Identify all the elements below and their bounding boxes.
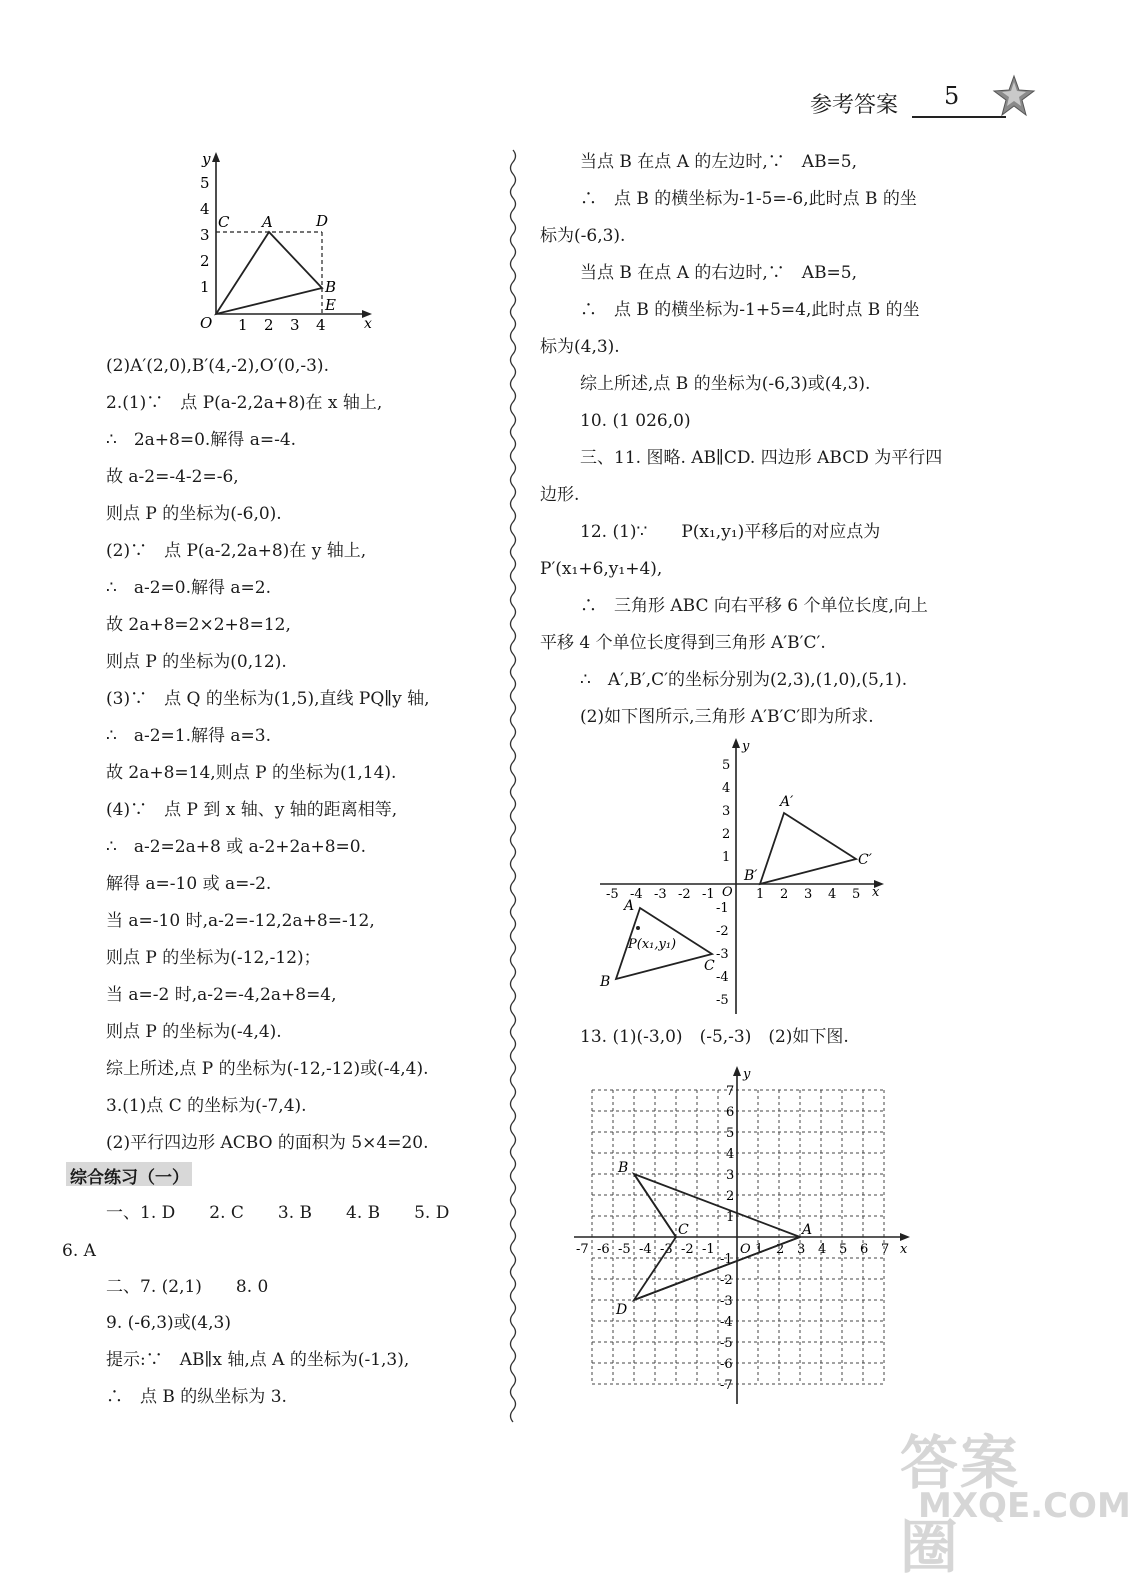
answer-line: 当点 B 在点 A 的右边时,∵ AB=5, [580, 263, 858, 283]
fig1-label-d: D [316, 212, 329, 230]
fig1-label-e: E [325, 296, 336, 314]
fig3-label-a: A [802, 1222, 813, 1238]
fig2-label-p: P(x₁,y₁) [628, 937, 677, 952]
section-heading: 综合练习（一） [66, 1162, 192, 1186]
fig1-x-tick: 4 [316, 316, 326, 334]
fig3-y-tick: 6 [726, 1105, 735, 1120]
fig3-y-tick: 1 [726, 1210, 735, 1225]
fig3-x-axis-label: x [900, 1242, 908, 1257]
watermark-text: 答案圈 [900, 1429, 1021, 1581]
fig1-y-tick: 5 [200, 174, 210, 192]
fig2-y-tick: -4 [716, 970, 729, 985]
fig3-x-tick: -7 [576, 1242, 589, 1257]
page-number: 5 [944, 82, 960, 110]
fig2-label-b1: B′ [744, 868, 758, 884]
fig3-segment-da [634, 1237, 800, 1300]
answer-line: 综上所述,点 P 的坐标为(-12,-12)或(-4,4). [106, 1059, 429, 1079]
fig2-y-tick: -3 [716, 947, 729, 962]
answer-line: 当 a=-2 时,a-2=-4,2a+8=4, [106, 985, 337, 1005]
figure-2-translation-plane [594, 734, 894, 1024]
fig1-x-tick: 3 [290, 316, 300, 334]
fig2-x-tick: 1 [756, 887, 765, 902]
fig2-y-tick: 5 [722, 758, 731, 773]
fig1-label-c: C [218, 213, 230, 231]
fig2-y-tick: 1 [722, 850, 731, 865]
fig2-x-tick: 4 [828, 887, 837, 902]
fig2-label-c: C [704, 958, 715, 974]
fig2-label-c1: C′ [858, 852, 872, 868]
fig2-y-axis-label: y [742, 739, 750, 754]
fig2-x-tick: 5 [852, 887, 861, 902]
fig2-point-p [636, 926, 640, 930]
fig2-x-tick: 2 [780, 887, 789, 902]
answer-line: 解得 a=-10 或 a=-2. [106, 874, 272, 894]
fig3-x-tick: 2 [776, 1242, 785, 1257]
answer-line: 故 2a+8=14,则点 P 的坐标为(1,14). [106, 763, 397, 783]
fig2-x-axis-label: x [872, 885, 880, 900]
answer-line: 一、1. D 2. C 3. B 4. B 5. D [106, 1203, 450, 1223]
fig2-triangle-a1b1c1 [760, 813, 856, 884]
answer-line: ∴ a-2=0.解得 a=2. [106, 578, 271, 598]
column-divider [506, 150, 520, 1430]
fig3-y-tick: -6 [720, 1357, 733, 1372]
answer-line: 当点 B 在点 A 的左边时,∵ AB=5, [580, 152, 858, 172]
fig2-origin-label: O [722, 885, 733, 900]
fig2-y-tick: 4 [722, 781, 731, 796]
fig3-y-tick: -7 [720, 1378, 733, 1393]
answer-line: 综上所述,点 B 的坐标为(-6,3)或(4,3). [580, 374, 871, 394]
answer-line: (2)∵ 点 P(a-2,2a+8)在 y 轴上, [106, 541, 367, 561]
fig2-y-tick: 3 [722, 804, 731, 819]
fig3-x-tick: -1 [702, 1242, 715, 1257]
figure-3-grid-plane [570, 1064, 920, 1410]
answer-line: 二、7. (2,1) 8. 0 [106, 1277, 269, 1297]
fig3-y-tick: -1 [720, 1252, 733, 1267]
fig3-y-tick: 7 [726, 1084, 735, 1099]
fig3-y-tick: 2 [726, 1189, 735, 1204]
answer-line: ∴ A′,B′,C′的坐标分别为(2,3),(1,0),(5,1). [580, 670, 908, 690]
answer-line: (2)平行四边形 ACBO 的面积为 5×4=20. [106, 1133, 429, 1153]
fig1-label-b: B [325, 278, 337, 296]
answer-line: (4)∵ 点 P 到 x 轴、y 轴的距离相等, [106, 800, 398, 820]
answer-line: P′(x₁+6,y₁+4), [540, 559, 663, 579]
answer-line: 13. (1)(-3,0) (-5,-3) (2)如下图. [580, 1027, 849, 1047]
answer-line: ∴ 点 B 的横坐标为-1-5=-6,此时点 B 的坐 [580, 189, 917, 209]
fig3-label-d: D [616, 1302, 628, 1318]
answer-line: 则点 P 的坐标为(0,12). [106, 652, 287, 672]
answer-line: ∴ a-2=2a+8 或 a-2+2a+8=0. [106, 837, 366, 857]
fig3-segment-bc [634, 1174, 676, 1237]
answer-line: 3.(1)点 C 的坐标为(-7,4). [106, 1096, 307, 1116]
fig3-x-tick: 7 [881, 1242, 890, 1257]
watermark-url: MXQE.COM [918, 1486, 1131, 1526]
fig1-label-a: A [262, 213, 273, 231]
answer-line: ∴ 2a+8=0.解得 a=-4. [106, 430, 297, 450]
answer-line: 边形. [540, 485, 580, 505]
fig3-y-axis-label: y [743, 1067, 751, 1082]
answer-line: ∴ 点 B 的横坐标为-1+5=4,此时点 B 的坐 [580, 300, 920, 320]
fig2-y-tick: -2 [716, 924, 729, 939]
answer-line: 则点 P 的坐标为(-6,0). [106, 504, 282, 524]
fig1-y-axis-label: y [202, 150, 211, 168]
fig3-x-tick: 3 [797, 1242, 806, 1257]
fig3-x-tick: 1 [755, 1242, 764, 1257]
star-icon [992, 74, 1036, 118]
fig1-y-tick: 1 [200, 278, 210, 296]
fig3-label-c: C [678, 1222, 689, 1238]
fig3-y-tick: 4 [726, 1147, 735, 1162]
fig3-y-tick: 5 [726, 1126, 735, 1141]
fig2-x-tick: -5 [606, 887, 619, 902]
fig3-label-b: B [618, 1160, 629, 1176]
fig3-x-tick: -4 [639, 1242, 652, 1257]
figure-1-coordinate-plane [188, 150, 378, 340]
fig3-x-tick: -5 [618, 1242, 631, 1257]
answer-line: 10. (1 026,0) [580, 411, 691, 431]
answer-line: 则点 P 的坐标为(-4,4). [106, 1022, 282, 1042]
fig1-y-tick: 4 [200, 200, 210, 218]
fig3-x-tick: 4 [818, 1242, 827, 1257]
fig2-x-tick: -2 [678, 887, 691, 902]
answer-line: 三、11. 图略. AB∥CD. 四边形 ABCD 为平行四 [580, 448, 943, 468]
answer-line: (2)如下图所示,三角形 A′B′C′即为所求. [580, 707, 874, 727]
fig3-y-tick: -5 [720, 1336, 733, 1351]
fig3-x-tick: 5 [839, 1242, 848, 1257]
answer-line: (2)A′(2,0),B′(4,-2),O′(0,-3). [106, 356, 329, 376]
fig3-origin-label: O [740, 1242, 751, 1257]
fig1-x-tick: 2 [264, 316, 274, 334]
fig3-y-tick: -4 [720, 1315, 733, 1330]
fig1-x-axis-label: x [364, 316, 372, 332]
fig1-triangle-oab [216, 232, 322, 314]
answer-line: 6. A [62, 1241, 96, 1261]
fig3-y-tick: -2 [720, 1273, 733, 1288]
fig3-y-tick: 3 [726, 1168, 735, 1183]
fig2-x-tick: -1 [702, 887, 715, 902]
answer-line: 标为(-6,3). [540, 226, 626, 246]
fig2-x-tick: -4 [630, 887, 643, 902]
fig2-y-tick: -5 [716, 993, 729, 1008]
answer-line: 9. (-6,3)或(4,3) [106, 1313, 231, 1333]
answer-line: 12. (1)∵ P(x₁,y₁)平移后的对应点为 [580, 522, 881, 542]
fig2-x-tick: 3 [804, 887, 813, 902]
fig1-x-tick: 1 [238, 316, 248, 334]
fig3-x-tick: -6 [597, 1242, 610, 1257]
fig3-x-tick: -3 [660, 1242, 673, 1257]
fig2-y-tick: -1 [716, 901, 729, 916]
answer-line: 平移 4 个单位长度得到三角形 A′B′C′. [540, 633, 826, 653]
fig3-y-tick: -3 [720, 1294, 733, 1309]
header-title: 参考答案 [810, 93, 899, 118]
fig1-y-tick: 3 [200, 226, 210, 244]
fig2-x-tick: -3 [654, 887, 667, 902]
fig3-x-tick: 6 [860, 1242, 869, 1257]
fig2-label-b: B [600, 974, 611, 990]
answer-line: 故 a-2=-4-2=-6, [106, 467, 239, 487]
answer-line: 故 2a+8=2×2+8=12, [106, 615, 291, 635]
fig1-y-tick: 2 [200, 252, 210, 270]
fig2-label-a: A [624, 898, 635, 914]
answer-line: ∴ a-2=1.解得 a=3. [106, 726, 271, 746]
answer-line: (3)∵ 点 Q 的坐标为(1,5),直线 PQ∥y 轴, [106, 689, 430, 709]
answer-line: 标为(4,3). [540, 337, 620, 357]
fig3-x-tick: -2 [681, 1242, 694, 1257]
answer-line: 当 a=-10 时,a-2=-12,2a+8=-12, [106, 911, 375, 931]
answer-line: 提示:∵ AB∥x 轴,点 A 的坐标为(-1,3), [106, 1350, 410, 1370]
fig1-origin-label: O [200, 314, 213, 332]
fig2-y-tick: 2 [722, 827, 731, 842]
answer-line: ∴ 三角形 ABC 向右平移 6 个单位长度,向上 [580, 596, 928, 616]
answer-line: ∴ 点 B 的纵坐标为 3. [106, 1387, 287, 1407]
answer-line: 2.(1)∵ 点 P(a-2,2a+8)在 x 轴上, [106, 393, 383, 413]
answer-line: 则点 P 的坐标为(-12,-12)； [106, 948, 321, 968]
fig2-label-a1: A′ [780, 794, 794, 810]
